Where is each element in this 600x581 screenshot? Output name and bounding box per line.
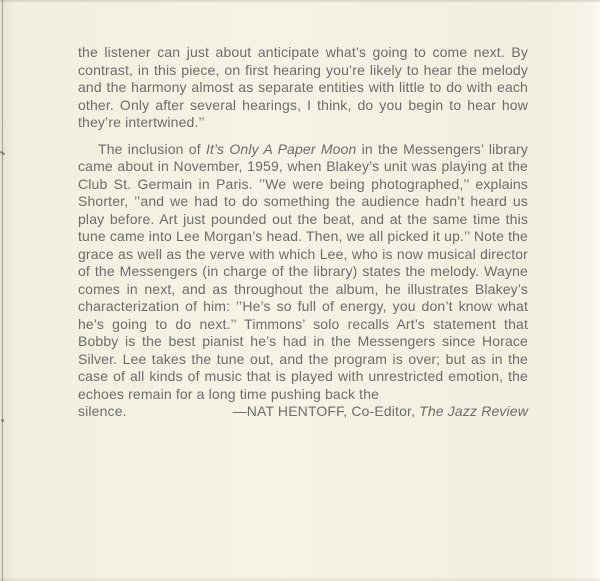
paragraph-2-segment-2: in the Messengers’ library came about in November, 1959, when Blakey’s unit was playing at the Club St. Germain in Paris. ’’We were being photographed,’’ explains Shorter, ’’and we had to do something the audience hadn’t heard us play before. Art just pounded out the beat, and at the same time this tune came into Lee Morgan’s head. Then, we all picked it up.’’ Note the grace as well as the verve with which Lee, who is now musical director of the Messengers (in charge of the library) states the melody. Wayne comes in next, and as throughout the album, he illustrates Blakey’s characterization of him: ’’He’s so full of energy, you don’t know what he’s going to do next.’’ Timmons’ solo recalls Art’s statement that Bobby is the best pianist he’s had in the Messengers since Horace Silver. Lee takes the tune out, and the program is over; but as in the case of all kinds of music that is played with unrestricted emotion, the echoes remain for a long time pushing back the xyxy=(78,140,528,402)
closing-line xyxy=(78,403,528,421)
attribution-name: NAT HENTOFF, Co-Editor, xyxy=(246,403,420,419)
scan-artifact xyxy=(0,151,5,156)
paragraph-2 xyxy=(78,141,528,404)
page-left-edge-line xyxy=(2,0,3,581)
closing-word: silence. xyxy=(78,403,127,419)
liner-notes-text-block xyxy=(78,44,528,421)
attribution-dash: — xyxy=(232,403,247,419)
scan-artifact xyxy=(1,419,4,422)
paragraph-1: the listener can just about anticipate what’s going to come next. By contrast, in this piece, on first hearing you’re likely to hear the melody and the harmony almost as separate entities with little to do with each other. Only after several hearings, I think, do you begin to hear how they’re intertwined.’’ xyxy=(78,44,528,130)
song-title-italic: It’s Only A Paper Moon xyxy=(205,140,357,157)
attribution xyxy=(233,403,528,421)
attribution-publication: The Jazz Review xyxy=(419,403,528,419)
paragraph-2-segment-1: The inclusion of xyxy=(98,140,206,157)
